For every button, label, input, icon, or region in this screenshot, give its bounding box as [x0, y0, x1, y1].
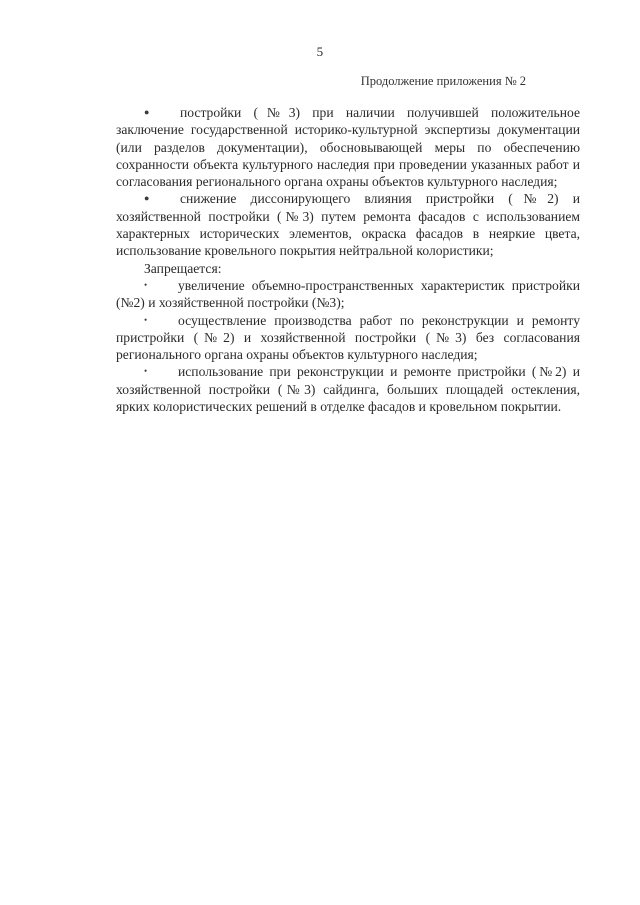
section-heading [116, 260, 580, 277]
appendix-continuation-note: Продолжение приложения № 2 [360, 74, 526, 88]
list-item [116, 312, 580, 364]
list-item-text: снижение диссонирующего влияния пристройки (№2) и хозяйственной постройки (№3) путем ремонта фасадов с использованием характерных исторических элементов, окраска фасадов в неяркие цвета, использование кровельного покрытия нейтральной колористики; [116, 191, 580, 259]
bullet-icon: ● [144, 107, 150, 117]
page-number: 5 [316, 44, 324, 59]
document-body [116, 104, 580, 415]
prohibited-heading: Запрещается: [144, 260, 222, 276]
bullet-icon: • [144, 314, 148, 325]
bullet-icon: • [144, 279, 148, 290]
list-item-text: осуществление производства работ по реконструкции и ремонту пристройки (№2) и хозяйственной постройки (№3) без согласования регионального органа охраны объектов культурного наследия; [116, 312, 580, 363]
list-item-text: использование при реконструкции и ремонте пристройки (№2) и хозяйственной постройки (№3) сайдинга, больших площадей остекления, ярких колористических решений в отделке фасадов и кровельном покрытии. [116, 364, 580, 415]
list-item-text: увеличение объемно-пространственных характеристик пристройки (№2) и хозяйственной постройки (№3); [116, 277, 580, 311]
bullet-icon: • [144, 366, 148, 377]
list-item [116, 104, 580, 190]
list-item [116, 363, 580, 415]
list-item [116, 277, 580, 312]
list-item-text: постройки (№3) при наличии получившей положительное заключение государственной историко-культурной экспертизы документации (или разделов документации), обосновывающей меры по обеспечению сохранности объекта культурного наследия при проведении указанных работ и согласования регионального органа охраны объектов культурного наследия; [116, 105, 580, 190]
list-item [116, 190, 580, 259]
bullet-icon: ● [144, 193, 150, 204]
